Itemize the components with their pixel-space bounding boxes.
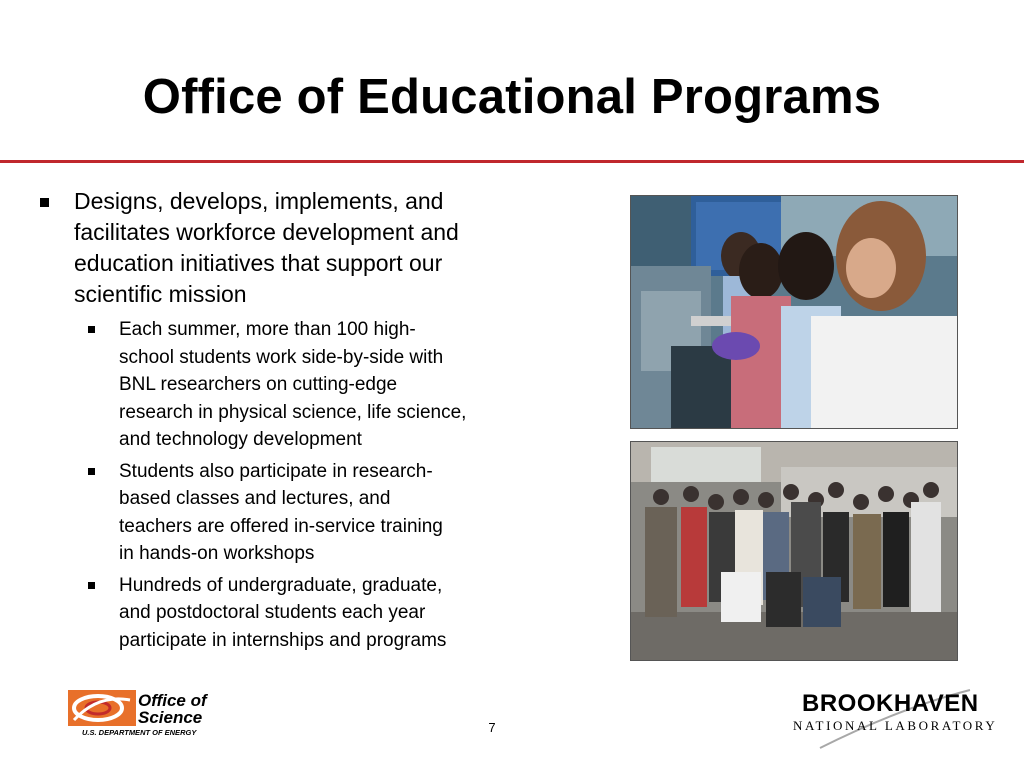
sub-bullet — [36, 572, 596, 655]
bullet-square-icon — [88, 468, 95, 475]
bullet-square-icon — [40, 198, 49, 207]
bullet-main-text: Designs, develops, implements, and facilitates workforce development and education initiatives that support our scientific mission — [74, 188, 459, 307]
title-divider — [0, 160, 1024, 163]
doe-emblem-icon — [68, 690, 136, 726]
bnl-wordmark: BROOKHAVEN — [802, 690, 979, 717]
sub-bullet — [36, 316, 596, 454]
doe-logo-subtitle: U.S. DEPARTMENT OF ENERGY — [82, 728, 197, 737]
sub-bullet-text: Each summer, more than 100 high- school students work side-by-side with BNL researchers on cutting-edge research in physical science, life science, and technology development — [119, 319, 467, 450]
sub-bullet-text: Hundreds of undergraduate, graduate, and postdoctoral students each year participate in internships and programs — [119, 574, 447, 651]
group-photo — [630, 441, 958, 661]
sub-bullet-text: Students also participate in research- based classes and lectures, and teachers are offered in-service training in hands-on workshops — [119, 460, 443, 564]
sub-bullet — [36, 458, 596, 568]
office-of-science-logo — [68, 690, 238, 740]
bullet-square-icon — [88, 582, 95, 589]
bullet-square-icon — [88, 326, 95, 333]
page-number: 7 — [488, 720, 496, 735]
sub-bullet-list — [36, 316, 596, 654]
bullet-main — [36, 186, 596, 310]
bullet-list — [36, 186, 596, 658]
lab-students-photo — [630, 195, 958, 429]
slide-title: Office of Educational Programs — [142, 70, 882, 124]
bnl-subtitle: NATIONAL LABORATORY — [793, 718, 998, 733]
doe-logo-line2: Science — [138, 708, 203, 727]
brookhaven-logo — [790, 688, 1004, 750]
doe-logo-line1: Office of — [138, 691, 207, 710]
